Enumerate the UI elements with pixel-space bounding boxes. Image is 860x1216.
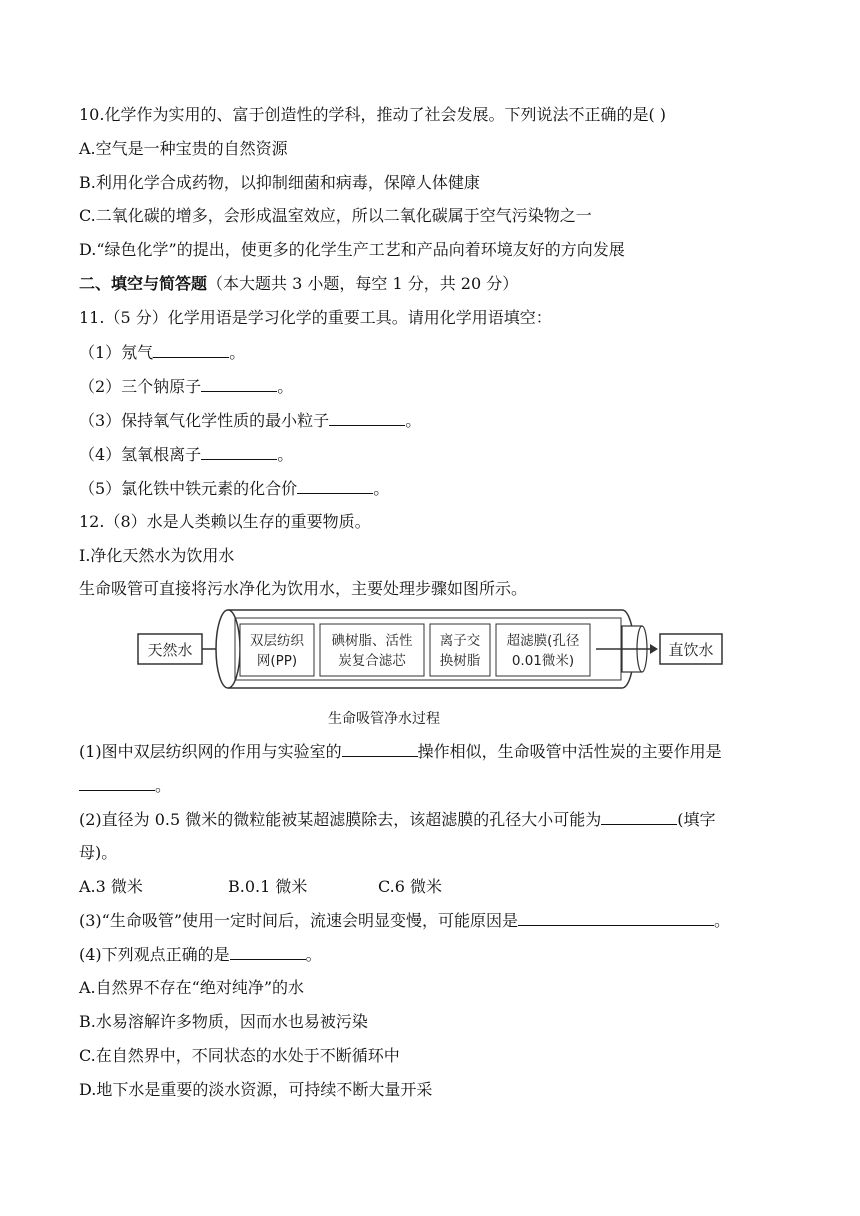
q12-sub4-option-d: D.地下水是重要的淡水资源，可持续不断大量开采 — [79, 1080, 433, 1099]
output-label: 直饮水 — [668, 641, 714, 659]
q10-option-c: C.二氧化碳的增多，会形成温室效应，所以二氧化碳属于空气污染物之一 — [79, 206, 592, 225]
stage-4-label-2: 0.01微米) — [511, 653, 575, 669]
q12-sub2-cont: 母)。 — [79, 843, 118, 862]
q12-sub1-cont — [79, 774, 171, 797]
q11-item-3-text: （3）保持氧气化学性质的最小粒子 — [79, 411, 330, 430]
q11-item-4-text: （4）氢氧根离子 — [79, 445, 202, 464]
q12-sub3-text: (3)“生命吸管”使用一定时间后，流速会明显变慢，可能原因是 — [79, 911, 519, 930]
q12-sub2-text-2: (填字 — [677, 810, 716, 829]
q11-item-2-text: （2）三个钠原子 — [79, 377, 202, 396]
q10-stem: 10.化学作为实用的、富于创造性的学科，推动了社会发展。下列说法不正确的是( ) — [79, 105, 667, 124]
answer-blank[interactable] — [601, 808, 677, 825]
section-title: 二、填空与简答题 — [79, 274, 208, 293]
diagram-caption: 生命吸管净水过程 — [328, 711, 440, 727]
q12-sub4-option-a: A.自然界不存在“绝对纯净”的水 — [79, 978, 305, 997]
q10-option-b: B.利用化学合成药物，以抑制细菌和病毒，保障人体健康 — [79, 173, 480, 192]
q12-sub4-end: 。 — [305, 945, 322, 964]
q12-sub1-text-2: 操作相似，生命吸管中活性炭的主要作用是 — [417, 742, 722, 761]
q11-item-2-end: 。 — [277, 377, 294, 396]
stage-4-label-1: 超滤膜(孔径 — [506, 633, 580, 649]
stage-3-label-1: 离子交 — [439, 633, 481, 649]
answer-blank[interactable] — [201, 375, 277, 392]
q11-item-5 — [79, 477, 389, 500]
q12-sub2-text: (2)直径为 0.5 微米的微粒能被某超滤膜除去，该超滤膜的孔径大小可能为 — [79, 810, 602, 829]
q12-sub4-text: (4)下列观点正确的是 — [79, 945, 230, 964]
q12-sub2 — [79, 808, 716, 831]
stage-3-label-2: 换树脂 — [439, 653, 481, 669]
q12-sub1 — [79, 740, 722, 763]
stage-2-label-1: 碘树脂、活性 — [331, 633, 413, 649]
answer-blank[interactable] — [329, 409, 405, 426]
q12-sub1-end: 。 — [155, 776, 172, 795]
arrow-out-head — [650, 644, 658, 654]
q11-item-5-text: （5）氯化铁中铁元素的化合价 — [79, 479, 298, 498]
stage-1-label-2: 网(PP) — [256, 653, 298, 669]
answer-blank[interactable] — [153, 341, 229, 358]
answer-blank[interactable] — [342, 740, 418, 757]
q12-sub2-option-c: C.6 微米 — [378, 877, 443, 896]
answer-blank[interactable] — [79, 774, 155, 791]
q11-item-1 — [79, 341, 245, 364]
q11-item-4-end: 。 — [277, 445, 294, 464]
q12-sub2-option-a: A.3 微米 — [79, 877, 143, 896]
q10-option-a: A.空气是一种宝贵的自然资源 — [79, 139, 288, 158]
q12-intro: 生命吸管可直接将污水净化为饮用水，主要处理步骤如图所示。 — [79, 579, 528, 598]
q12-sub2-option-b: B.0.1 微米 — [228, 877, 308, 896]
q12-sub4-option-c: C.在自然界中，不同状态的水处于不断循环中 — [79, 1046, 400, 1065]
q11-item-4 — [79, 443, 293, 466]
q12-sub3-end: 。 — [714, 911, 731, 930]
q12-part-heading: Ⅰ.净化天然水为饮用水 — [79, 546, 235, 565]
q11-item-1-text: （1）氖气 — [79, 343, 154, 362]
q11-item-3-end: 。 — [405, 411, 422, 430]
stage-1-label-1: 双层纺织 — [250, 633, 304, 649]
q12-sub4 — [79, 943, 322, 966]
stage-2-label-2: 炭复合滤芯 — [338, 653, 406, 669]
answer-blank[interactable] — [230, 943, 306, 960]
section-note: （本大题共 3 小题，每空 1 分，共 20 分） — [207, 274, 519, 293]
q11-item-1-end: 。 — [229, 343, 246, 362]
q11-item-5-end: 。 — [373, 479, 390, 498]
q11-item-2 — [79, 375, 293, 398]
q12-sub4-option-b: B.水易溶解许多物质，因而水也易被污染 — [79, 1012, 368, 1031]
q12-sub3 — [79, 909, 730, 932]
q11-stem: 11.（5 分）化学用语是学习化学的重要工具。请用化学用语填空： — [79, 308, 552, 327]
answer-blank[interactable] — [297, 477, 373, 494]
q11-item-3 — [79, 409, 421, 432]
straw-inlet-end — [216, 610, 240, 688]
q10-option-d: D.“绿色化学”的提出，使更多的化学生产工艺和产品向着环境友好的方向发展 — [79, 240, 625, 259]
section-heading — [79, 273, 518, 295]
q12-stem: 12.（8）水是人类赖以生存的重要物质。 — [79, 512, 371, 531]
q12-sub1-text: (1)图中双层纺织网的作用与实验室的 — [79, 742, 342, 761]
answer-blank[interactable] — [518, 909, 714, 926]
answer-blank[interactable] — [201, 443, 277, 460]
input-label: 天然水 — [147, 641, 193, 659]
straw-filter-diagram — [134, 604, 734, 704]
